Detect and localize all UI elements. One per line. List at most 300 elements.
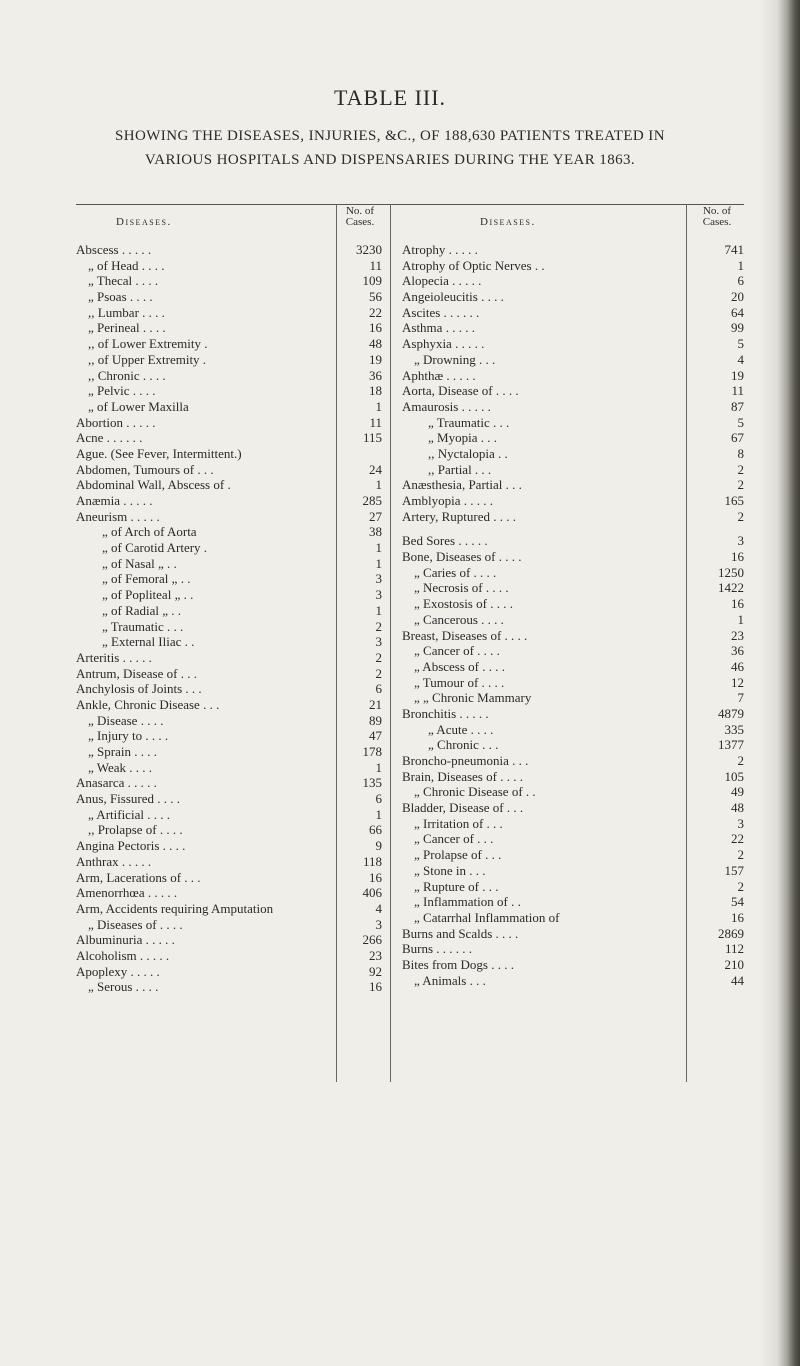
- table-row: [76, 603, 382, 619]
- case-count: 1: [375, 477, 382, 493]
- case-count: 4: [737, 351, 744, 367]
- table-row: [402, 894, 748, 910]
- disease-name: Amaurosis . . . . .: [402, 398, 491, 414]
- case-count: 48: [731, 800, 744, 816]
- case-count: 46: [731, 658, 744, 674]
- table-row: [402, 596, 748, 612]
- table-row: [402, 383, 748, 399]
- disease-name: „ Caries of . . . .: [414, 564, 497, 580]
- case-count: 4: [375, 900, 382, 916]
- disease-name: „ Psoas . . . .: [88, 289, 153, 305]
- case-count: 3: [737, 815, 744, 831]
- table-row: [402, 784, 748, 800]
- table-subtitle-line-2: VARIOUS HOSPITALS AND DISPENSARIES DURING THE YEAR 1863.: [144, 152, 636, 168]
- disease-name: Bites from Dogs . . . .: [402, 956, 514, 972]
- table-row: [402, 800, 748, 816]
- case-count: 47: [369, 728, 382, 744]
- case-count: 36: [369, 367, 382, 383]
- cases-header-line-1: No. of: [345, 205, 375, 217]
- case-count: 23: [369, 947, 382, 963]
- case-count: 48: [369, 336, 382, 352]
- table-row: [76, 634, 382, 650]
- table-row: [402, 628, 748, 644]
- disease-name: „ External Iliac . .: [102, 634, 195, 650]
- disease-name: „ of Nasal „ . .: [102, 555, 177, 571]
- case-count: 6: [375, 791, 382, 807]
- disease-name: „ Traumatic . . .: [102, 618, 184, 634]
- disease-name: Albuminuria . . . . .: [76, 932, 175, 948]
- table-row: [76, 697, 382, 713]
- disease-name: „ Cancer of . . .: [414, 831, 494, 847]
- table-row: [76, 948, 382, 964]
- table-row: [402, 722, 748, 738]
- case-count: 1250: [718, 564, 744, 580]
- case-count: 178: [362, 744, 382, 759]
- disease-name: Abdominal Wall, Abscess of .: [76, 477, 231, 493]
- disease-name: „ Irritation of . . .: [414, 815, 503, 831]
- case-count: 22: [369, 304, 382, 320]
- disease-name: „ Diseases of . . . .: [88, 916, 183, 932]
- case-count: 38: [369, 524, 382, 540]
- case-count: 67: [731, 430, 744, 446]
- disease-name: Aorta, Disease of . . . .: [402, 383, 519, 399]
- case-count: 741: [724, 242, 744, 257]
- case-count: 64: [731, 304, 744, 320]
- table-row: [76, 666, 382, 682]
- cases-header-line-2: Cases.: [345, 216, 375, 228]
- table-row: [402, 368, 748, 384]
- center-divider: [390, 204, 391, 1082]
- disease-name: ,, of Lower Extremity .: [88, 336, 208, 352]
- table-row: [402, 706, 748, 722]
- table-row: [402, 549, 748, 565]
- table-row: [76, 713, 382, 729]
- table-row: [402, 446, 748, 462]
- case-count: 1: [375, 759, 382, 775]
- table-row: [76, 462, 382, 478]
- disease-name: Angeioleucitis . . . .: [402, 289, 504, 305]
- table-row: [76, 493, 382, 509]
- case-count: 92: [369, 963, 382, 979]
- table-row: [76, 305, 382, 321]
- disease-name: „ Artificial . . . .: [88, 806, 170, 822]
- disease-name: Brain, Diseases of . . . .: [402, 768, 523, 784]
- table-row: [402, 415, 748, 431]
- table-row: [76, 822, 382, 838]
- disease-name: Ankle, Chronic Disease . . .: [76, 696, 220, 712]
- table-row: [402, 565, 748, 581]
- case-count: 3: [375, 571, 382, 587]
- case-count: 2: [737, 477, 744, 493]
- table-row: [76, 368, 382, 384]
- disease-name: Artery, Ruptured . . . .: [402, 508, 516, 524]
- table-row: [402, 816, 748, 832]
- case-count: 335: [724, 721, 744, 737]
- case-count: 2: [737, 753, 744, 768]
- case-count: 2: [737, 508, 744, 524]
- table-row: [76, 242, 382, 258]
- case-count: 285: [362, 493, 382, 508]
- table-row: [76, 681, 382, 697]
- disease-name: „ Myopia . . .: [428, 430, 497, 446]
- left-column-header: [76, 204, 382, 234]
- disease-name: Ascites . . . . . .: [402, 304, 480, 320]
- table-row: [76, 258, 382, 274]
- table-row: [76, 477, 382, 493]
- table-row: [76, 383, 382, 399]
- case-count: 16: [731, 909, 744, 925]
- table-row: [76, 320, 382, 336]
- disease-name: Bed Sores . . . . .: [402, 533, 488, 549]
- case-count: 3: [375, 916, 382, 932]
- disease-name: Alcoholism . . . . .: [76, 947, 170, 963]
- case-count: 19: [731, 367, 744, 383]
- disease-name: „ Inflammation of . .: [414, 894, 521, 910]
- disease-name: ,, Prolapse of . . . .: [88, 822, 183, 838]
- disease-name: Alopecia . . . . .: [402, 273, 482, 289]
- case-count: 54: [731, 894, 744, 910]
- table-row: [402, 753, 748, 769]
- disease-name: Arm, Accidents requiring Amputation: [76, 900, 274, 916]
- disease-name: „ Disease . . . .: [88, 712, 164, 728]
- case-count: 115: [362, 430, 382, 446]
- table-row: [402, 769, 748, 785]
- case-count: 1: [737, 257, 744, 273]
- disease-name: „ of Lower Maxilla: [88, 398, 189, 414]
- table-row: [76, 289, 382, 305]
- table-row: [402, 910, 748, 926]
- case-count: 1377: [718, 737, 744, 753]
- case-count: 135: [362, 775, 382, 791]
- table-row: [76, 870, 382, 886]
- table-row: [76, 838, 382, 854]
- table-row: [76, 273, 382, 289]
- case-count: 210: [724, 956, 744, 972]
- case-count: 16: [731, 596, 744, 612]
- table-row: [76, 509, 382, 525]
- case-count: 105: [724, 768, 744, 784]
- disease-name: Bladder, Disease of . . .: [402, 800, 524, 816]
- table-row: [76, 807, 382, 823]
- page-edge-shadow: [760, 0, 778, 1366]
- table-row: [76, 430, 382, 446]
- table-row: [402, 879, 748, 895]
- case-count: 112: [724, 941, 744, 957]
- table-row: [76, 760, 382, 776]
- disease-name: Anchylosis of Joints . . .: [76, 681, 202, 697]
- disease-name: „ Tumour of . . . .: [414, 674, 505, 690]
- case-count: 5: [737, 414, 744, 430]
- disease-name: „ Serous . . . .: [88, 979, 159, 995]
- table-row: [402, 352, 748, 368]
- table-row: [76, 556, 382, 572]
- case-count: 2: [375, 665, 382, 681]
- table-row: [76, 775, 382, 791]
- table-row: [76, 524, 382, 540]
- disease-name: Asthma . . . . .: [402, 320, 475, 336]
- cases-header-line-1: No. of: [702, 205, 732, 217]
- case-count: 2: [737, 461, 744, 477]
- disease-name: Burns and Scalds . . . .: [402, 925, 519, 941]
- disease-name: „ Abscess of . . . .: [414, 658, 505, 674]
- case-count: 1: [375, 806, 382, 822]
- disease-name: „ of Head . . . .: [88, 257, 165, 273]
- case-count: 66: [369, 822, 382, 838]
- right-column-header: [402, 204, 748, 234]
- disease-name: Anæmia . . . . .: [76, 493, 153, 508]
- case-count: 49: [731, 784, 744, 800]
- disease-name: „ Prolapse of . . .: [414, 847, 502, 863]
- diseases-table: [76, 204, 744, 1104]
- table-row: [76, 917, 382, 933]
- case-count: 109: [362, 273, 382, 289]
- table-row: [402, 477, 748, 493]
- table-row: [76, 446, 382, 462]
- table-row: [402, 462, 748, 478]
- case-count: 12: [731, 674, 744, 690]
- table-row: [76, 571, 382, 587]
- case-count: 23: [731, 627, 744, 643]
- case-count: 4879: [718, 705, 744, 721]
- case-count: 266: [362, 932, 382, 948]
- case-count: 24: [369, 461, 382, 477]
- table-row: [76, 619, 382, 635]
- case-count: 11: [369, 414, 382, 430]
- table-row: [402, 973, 748, 989]
- case-count: 5: [737, 336, 744, 352]
- disease-name: „ of Popliteal „ . .: [102, 587, 194, 603]
- table-row: [76, 415, 382, 431]
- table-row: [402, 941, 748, 957]
- disease-name: Anæsthesia, Partial . . .: [402, 477, 522, 493]
- disease-name: Bone, Diseases of . . . .: [402, 549, 522, 565]
- disease-name: „ Stone in . . .: [414, 862, 486, 878]
- case-count: 3: [737, 533, 744, 549]
- disease-name: „ Exostosis of . . . .: [414, 596, 513, 612]
- disease-name: ,, Lumbar . . . .: [88, 304, 165, 320]
- table-row: [402, 612, 748, 628]
- disease-name: „ Thecal . . . .: [88, 273, 159, 289]
- case-count: 11: [731, 383, 744, 399]
- disease-name: Abscess . . . . .: [76, 242, 152, 257]
- disease-name: Asphyxia . . . . .: [402, 336, 485, 352]
- disease-name: Apoplexy . . . . .: [76, 963, 160, 979]
- disease-name: Burns . . . . . .: [402, 941, 473, 957]
- disease-name: „ of Carotid Artery .: [102, 540, 208, 556]
- disease-name: Ague. (See Fever, Intermittent.): [76, 445, 242, 461]
- disease-name: „ Sprain . . . .: [88, 744, 157, 759]
- case-count: 36: [731, 643, 744, 659]
- table-row: [76, 399, 382, 415]
- case-count: 8: [737, 445, 744, 461]
- table-row: [76, 901, 382, 917]
- disease-name: „ Cancerous . . . .: [414, 611, 504, 627]
- table-row: [76, 979, 382, 995]
- table-row: [402, 399, 748, 415]
- table-row: [76, 540, 382, 556]
- table-row: [402, 258, 748, 274]
- case-count: 44: [731, 972, 744, 988]
- table-row: [76, 352, 382, 368]
- table-row: [76, 791, 382, 807]
- case-count: 118: [362, 853, 382, 869]
- case-count: 2: [375, 618, 382, 634]
- disease-name: „ of Arch of Aorta: [102, 524, 197, 540]
- disease-name: Abdomen, Tumours of . . .: [76, 461, 214, 477]
- disease-name: „ Weak . . . .: [88, 759, 153, 775]
- case-count: 9: [375, 838, 382, 854]
- disease-name: Aneurism . . . . .: [76, 508, 160, 524]
- case-count: 6: [375, 681, 382, 697]
- table-row: [76, 728, 382, 744]
- case-count: 16: [369, 320, 382, 336]
- table-subtitle-line-1: SHOWING THE DISEASES, INJURIES, &C., OF 188,630 PATIENTS TREATED IN: [115, 128, 665, 144]
- disease-name: Broncho-pneumonia . . .: [402, 753, 529, 768]
- disease-name: Anasarca . . . . .: [76, 775, 157, 791]
- book-binding-edge: [778, 0, 800, 1366]
- table-row: [402, 863, 748, 879]
- case-count: 89: [369, 712, 382, 728]
- case-count: 1: [375, 602, 382, 618]
- cases-header-line-2: Cases.: [702, 216, 732, 228]
- disease-name: „ Chronic Disease of . .: [414, 784, 536, 800]
- disease-name: Angina Pectoris . . . .: [76, 838, 186, 854]
- table-row: [402, 493, 748, 509]
- disease-name: Anthrax . . . . .: [76, 853, 152, 869]
- disease-name: Anus, Fissured . . . .: [76, 791, 181, 807]
- table-row: [76, 650, 382, 666]
- disease-name: „ „ Chronic Mammary: [414, 690, 532, 706]
- case-count: 3: [375, 587, 382, 603]
- table-row: [76, 744, 382, 760]
- case-count: 1: [375, 555, 382, 571]
- disease-name: „ Drowning . . .: [414, 351, 496, 367]
- case-count: 21: [369, 696, 382, 712]
- table-row: [402, 430, 748, 446]
- table-row: [402, 320, 748, 336]
- case-count: 2: [737, 878, 744, 894]
- case-count: 2: [737, 847, 744, 863]
- case-count: 16: [369, 869, 382, 885]
- disease-name: Acne . . . . . .: [76, 430, 143, 446]
- left-rows: [76, 242, 382, 995]
- table-row: [76, 932, 382, 948]
- table-row: [402, 690, 748, 706]
- diseases-header: Diseases.: [116, 216, 172, 228]
- case-count: 1: [737, 611, 744, 627]
- case-count: 18: [369, 383, 382, 399]
- table-row: [402, 926, 748, 942]
- table-row: [402, 643, 748, 659]
- disease-name: Atrophy . . . . .: [402, 242, 478, 257]
- table-row: [402, 847, 748, 863]
- case-count: 20: [731, 289, 744, 305]
- disease-name: „ Injury to . . . .: [88, 728, 169, 744]
- table-row: [76, 885, 382, 901]
- case-count: 3230: [356, 242, 382, 257]
- case-count: 19: [369, 351, 382, 367]
- table-row: [76, 854, 382, 870]
- disease-name: Aphthæ . . . . .: [402, 367, 476, 383]
- case-count: 165: [724, 493, 744, 508]
- disease-name: „ Traumatic . . .: [428, 414, 510, 430]
- disease-name: Breast, Diseases of . . . .: [402, 627, 528, 643]
- section-gap: [402, 524, 748, 533]
- table-row: [402, 659, 748, 675]
- table-row: [402, 273, 748, 289]
- table-row: [402, 957, 748, 973]
- case-count: 157: [724, 862, 744, 878]
- table-row: [76, 336, 382, 352]
- case-count: 1422: [718, 580, 744, 596]
- disease-name: „ Perineal . . . .: [88, 320, 166, 336]
- disease-name: „ of Femoral „ . .: [102, 571, 191, 587]
- disease-name: ,, Nyctalopia . .: [428, 445, 508, 461]
- disease-name: Atrophy of Optic Nerves . .: [402, 257, 545, 273]
- disease-name: Amblyopia . . . . .: [402, 493, 493, 508]
- case-count: 16: [731, 549, 744, 565]
- disease-name: „ Necrosis of . . . .: [414, 580, 509, 596]
- disease-name: „ Animals . . .: [414, 972, 486, 988]
- disease-name: „ Acute . . . .: [428, 721, 494, 737]
- disease-name: Arteritis . . . . .: [76, 649, 152, 665]
- disease-name: „ Pelvic . . . .: [88, 383, 156, 399]
- case-count: 1: [375, 398, 382, 414]
- disease-name: „ Rupture of . . .: [414, 878, 499, 894]
- disease-name: ,, of Upper Extremity .: [88, 351, 207, 367]
- table-row: [402, 533, 748, 549]
- case-count: 406: [362, 885, 382, 901]
- table-row: [76, 964, 382, 980]
- case-count: 3: [375, 634, 382, 650]
- table-row: [402, 580, 748, 596]
- case-count: 1: [375, 540, 382, 556]
- table-row: [402, 242, 748, 258]
- case-count: 11: [369, 257, 382, 273]
- table-title: TABLE III.: [333, 85, 447, 110]
- disease-name: „ Chronic . . .: [428, 737, 499, 753]
- case-count: 6: [737, 273, 744, 289]
- case-count: 99: [731, 320, 744, 336]
- diseases-header: Diseases.: [480, 216, 536, 228]
- case-count: 2869: [718, 925, 744, 941]
- case-count: 7: [737, 690, 744, 706]
- case-count: 16: [369, 979, 382, 995]
- disease-name: „ of Radial „ . .: [102, 602, 182, 618]
- disease-name: Bronchitis . . . . .: [402, 705, 489, 721]
- disease-name: ,, Chronic . . . .: [88, 367, 166, 383]
- right-rows: [402, 242, 748, 988]
- disease-name: Antrum, Disease of . . .: [76, 665, 197, 681]
- case-count: 2: [375, 649, 382, 665]
- disease-name: Arm, Lacerations of . . .: [76, 869, 201, 885]
- disease-name: „ Cancer of . . . .: [414, 643, 500, 659]
- disease-name: „ Catarrhal Inflammation of: [414, 909, 560, 925]
- table-row: [402, 289, 748, 305]
- disease-name: ,, Partial . . .: [428, 461, 492, 477]
- table-row: [402, 509, 748, 525]
- table-row: [402, 737, 748, 753]
- cases-header: [690, 206, 744, 228]
- table-row: [76, 587, 382, 603]
- case-count: 22: [731, 831, 744, 847]
- case-count: 56: [369, 289, 382, 305]
- disease-name: Amenorrhœa . . . . .: [76, 885, 178, 901]
- table-row: [402, 336, 748, 352]
- table-row: [402, 831, 748, 847]
- case-count: 27: [369, 508, 382, 524]
- table-row: [402, 675, 748, 691]
